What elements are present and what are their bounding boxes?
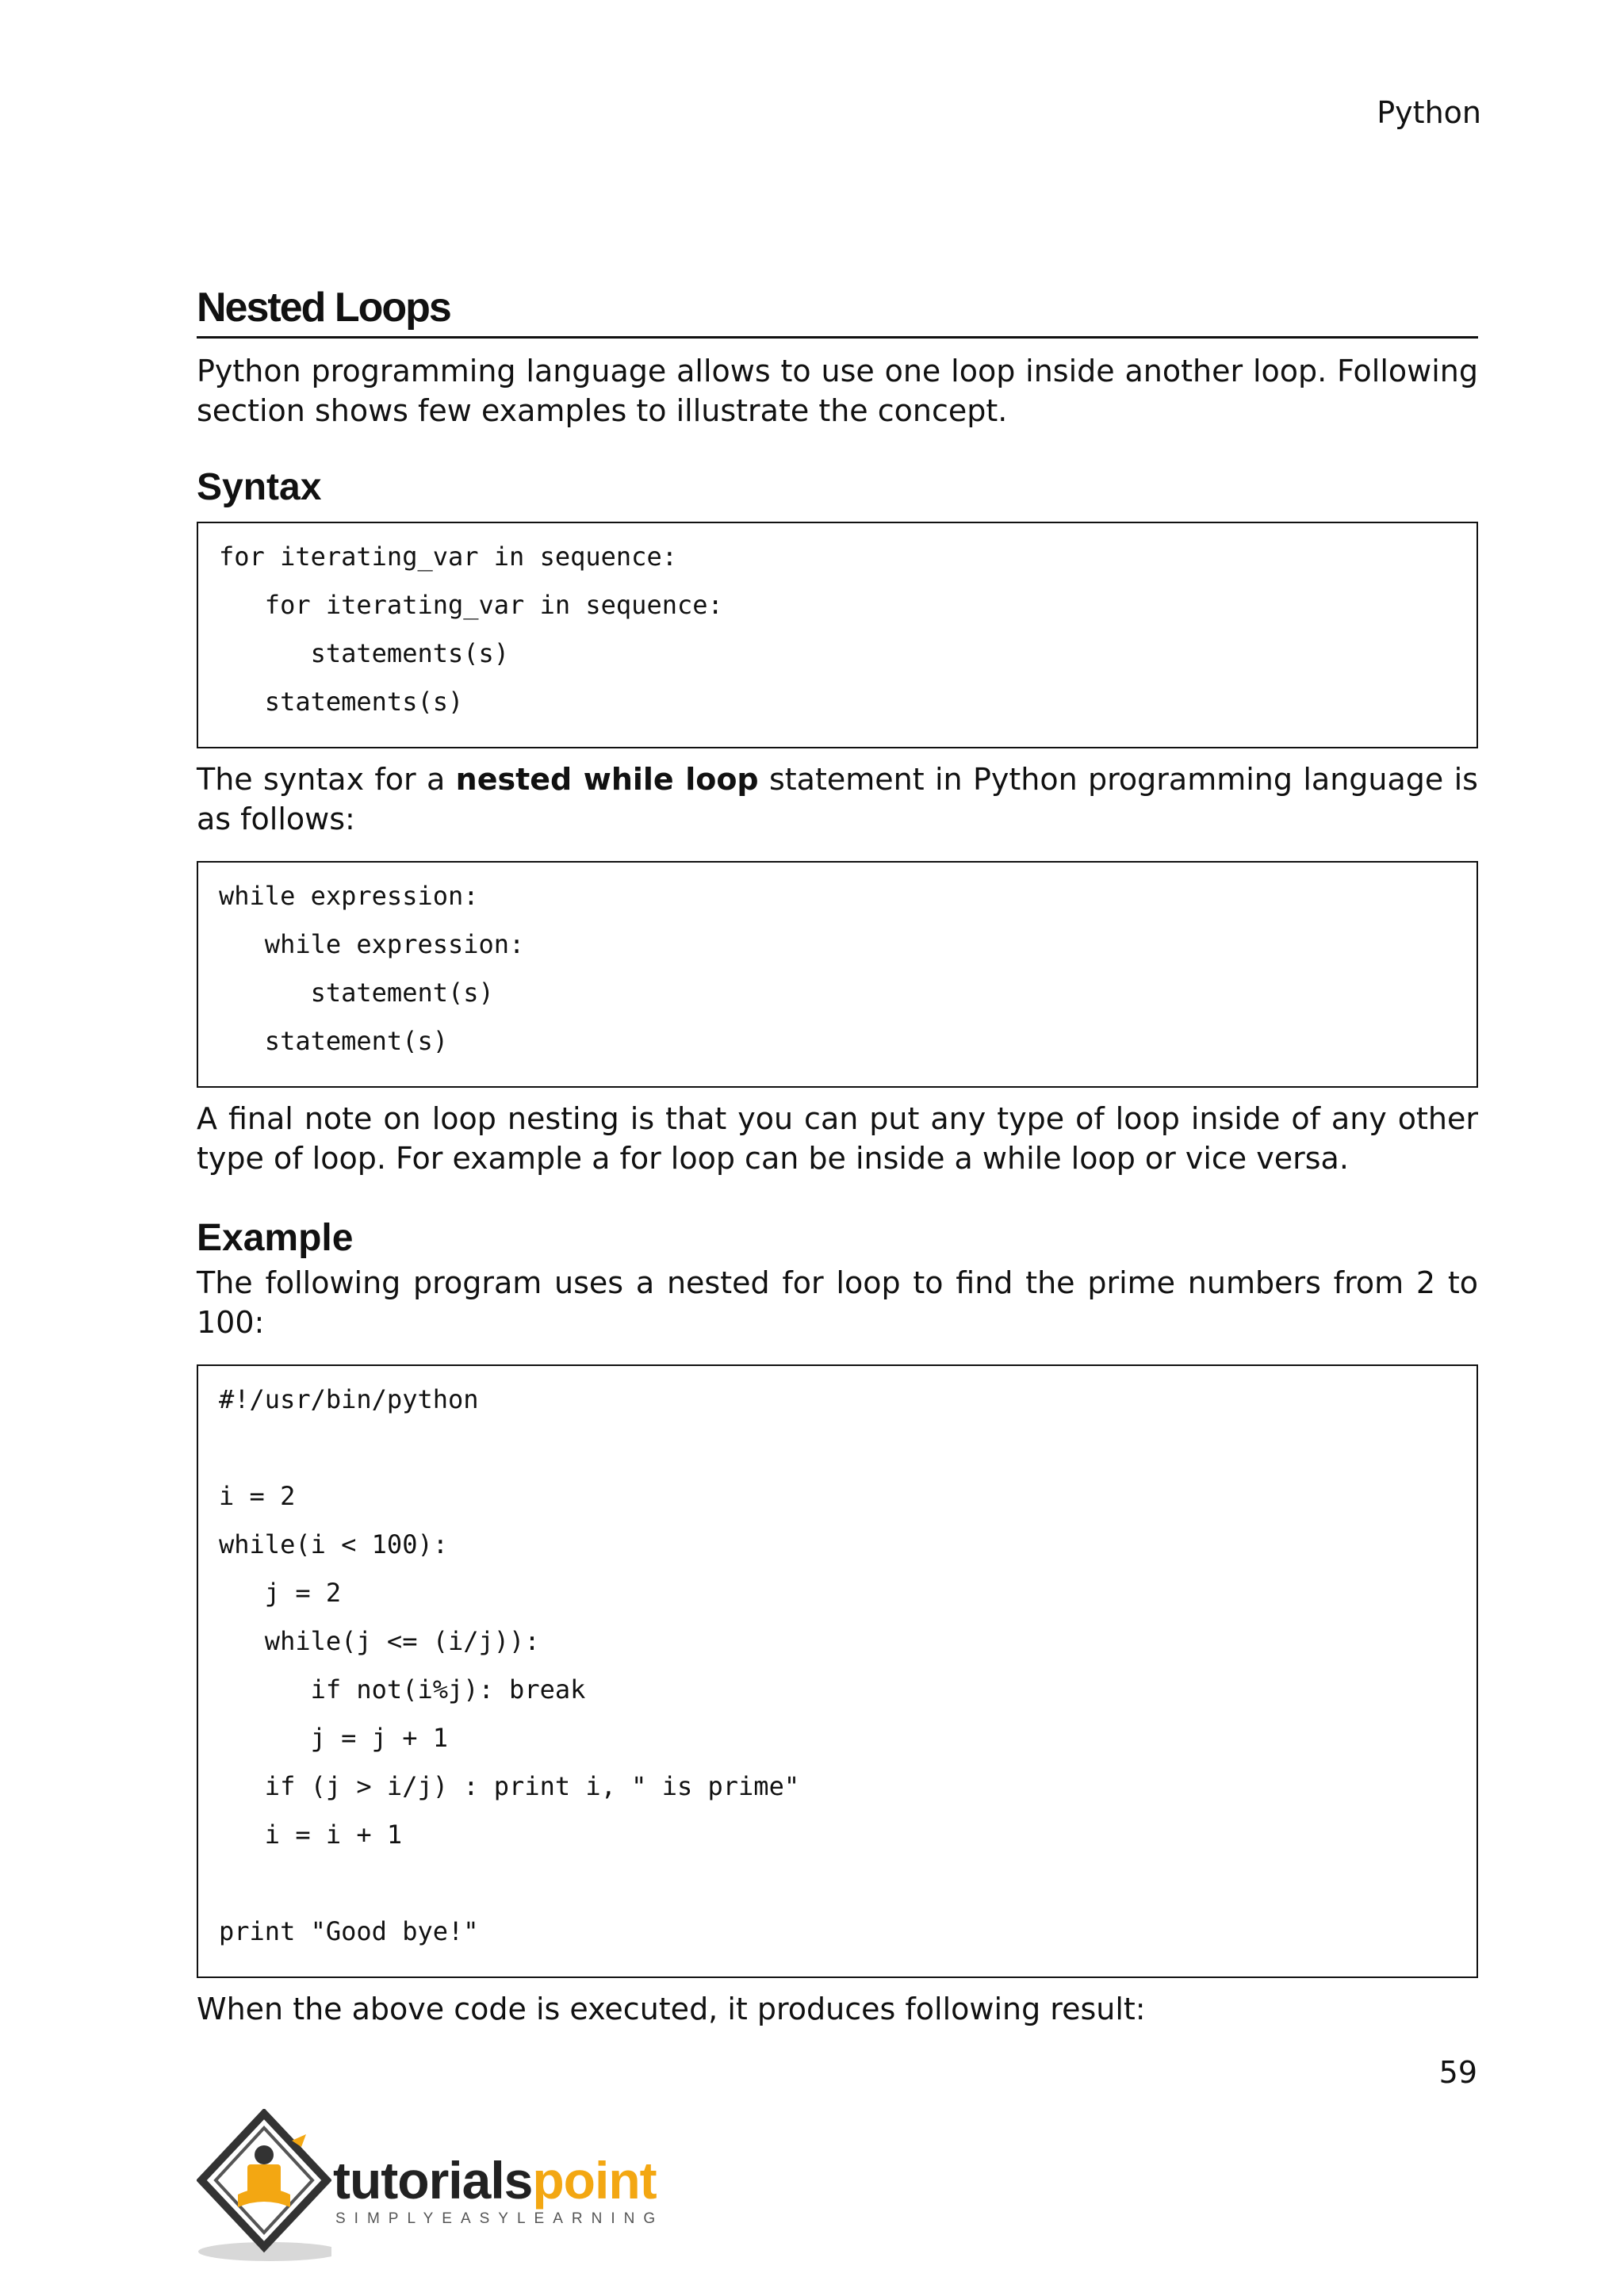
- code-line: i = i + 1: [219, 1820, 403, 1850]
- section-title: Nested Loops: [197, 284, 1478, 339]
- nesting-note: A final note on loop nesting is that you can put any type of loop inside of any other type of loop. For example a for loop can be inside a while loop or vice versa.: [197, 1101, 1478, 1176]
- intro-paragraph: Python programming language allows to use one loop inside another loop. Following section shows few examples to illustrate the concept.: [197, 354, 1478, 428]
- code-line: for iterating_var in sequence:: [219, 541, 677, 572]
- while-intro-text-1: The syntax for a: [197, 762, 456, 797]
- page-number: 59: [1438, 2055, 1477, 2090]
- logo-tagline: SIMPLYEASYLEARNING: [335, 2210, 665, 2227]
- code-line: if not(i%j): break: [219, 1674, 586, 1705]
- code-line: #!/usr/bin/python: [219, 1384, 479, 1414]
- code-line: [219, 1867, 1456, 1915]
- code-line: while(i < 100):: [219, 1529, 448, 1559]
- code-line: while expression:: [219, 881, 479, 911]
- code-line: i = 2: [219, 1481, 296, 1511]
- logo-wordmark: [333, 2150, 657, 2210]
- example-heading: Example: [197, 1217, 354, 1259]
- for-syntax-code-block: [197, 522, 1478, 748]
- example-code-block: [197, 1364, 1478, 1978]
- code-line: statements(s): [219, 687, 464, 717]
- page-content: [197, 284, 1478, 2029]
- code-line: print "Good bye!": [219, 1916, 479, 1946]
- logo-word-point: point: [532, 2151, 657, 2210]
- example-intro: The following program uses a nested for loop to find the prime numbers from 2 to 100:: [197, 1265, 1478, 1340]
- code-line: j = j + 1: [219, 1723, 448, 1753]
- code-line: statement(s): [219, 1026, 448, 1056]
- code-line: while(j <= (i/j)):: [219, 1626, 540, 1656]
- code-line: [219, 1432, 1456, 1480]
- while-intro-bold: nested while loop: [455, 762, 759, 797]
- code-line: statement(s): [219, 978, 494, 1008]
- running-header: Python: [1377, 95, 1481, 130]
- code-line: while expression:: [219, 929, 525, 959]
- code-line: statements(s): [219, 638, 510, 668]
- tutorialspoint-logo: [197, 2109, 688, 2267]
- while-syntax-code-block: [197, 861, 1478, 1088]
- while-syntax-intro: [197, 760, 1478, 839]
- code-line: for iterating_var in sequence:: [219, 590, 723, 620]
- result-intro: When the above code is executed, it produces following result:: [197, 1992, 1146, 2026]
- while-intro-text-2: statement in Python programming language is as follows:: [197, 762, 1478, 836]
- code-line: j = 2: [219, 1578, 342, 1608]
- logo-diamond-icon: [197, 2109, 331, 2267]
- code-line: if (j > i/j) : print i, " is prime": [219, 1771, 800, 1801]
- logo-word-tutorials: tutorials: [333, 2151, 533, 2210]
- syntax-heading: Syntax: [197, 466, 322, 508]
